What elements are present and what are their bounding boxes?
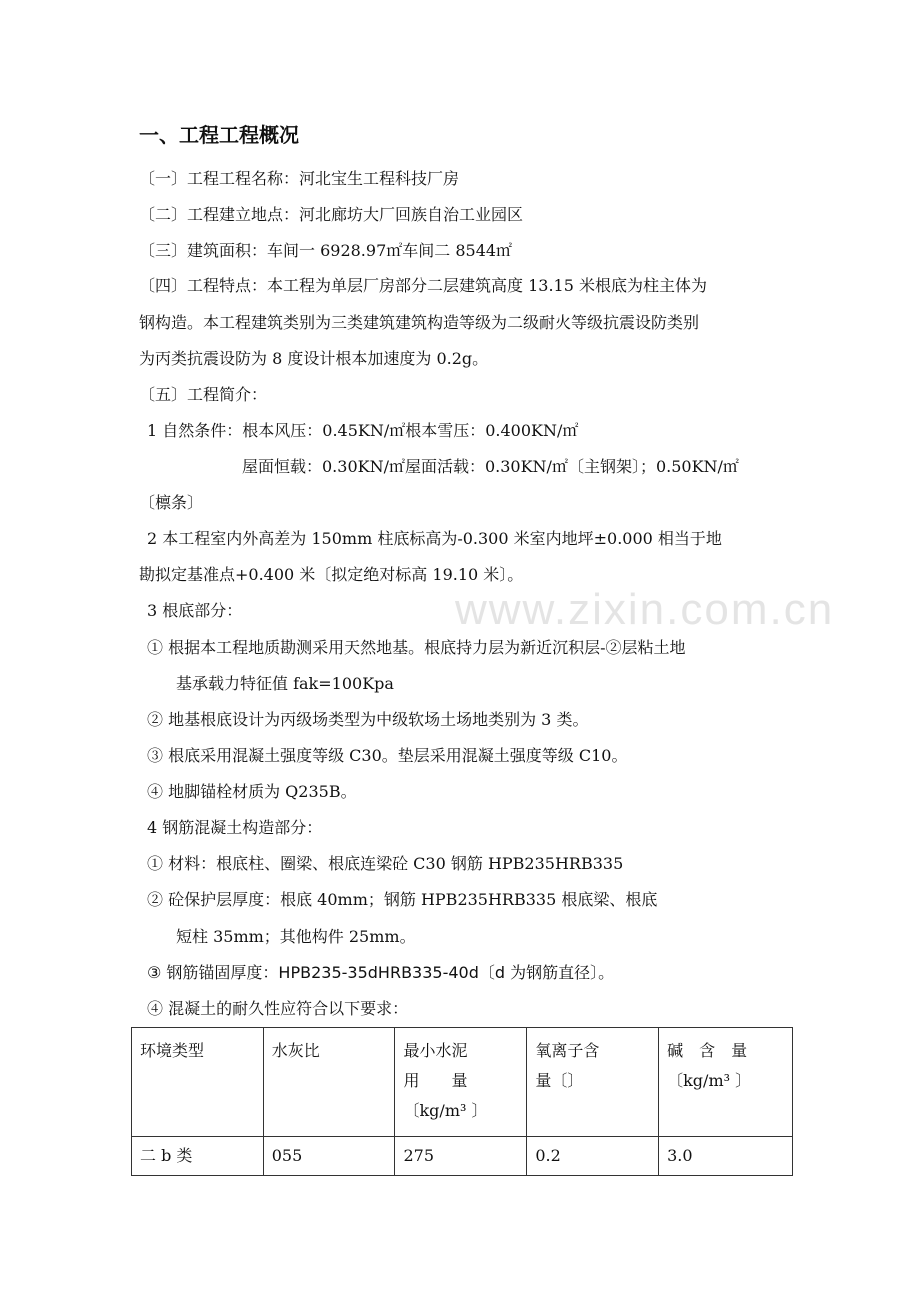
header-min-cement	[395, 1028, 527, 1137]
header-text: 〔kg/m³ 〕	[403, 1101, 488, 1120]
concrete-item-3: ③ 钢筋锚固厚度：HPB235-35dHRB335-40d〔d 为钢筋直径〕。	[147, 963, 615, 982]
foundation-item-1: ① 根据本工程地质勘测采用天然地基。根底持力层为新近沉积层-②层粘土地	[147, 638, 686, 657]
natural-conditions-line-1: 1 自然条件：根本风压：0.45KN/㎡根本雪压：0.400KN/㎡	[147, 421, 579, 440]
intro-title: 〔五〕工程简介：	[139, 385, 268, 404]
table-header-row	[132, 1028, 793, 1137]
building-area: 〔三〕建筑面积：车间一 6928.97㎡车间二 8544㎡	[139, 241, 513, 260]
header-alkali	[659, 1028, 793, 1137]
table-cell: 275	[395, 1137, 527, 1176]
table-cell: 0.2	[527, 1137, 659, 1176]
section-heading: 一、工程工程概况	[139, 123, 299, 147]
features-line-2: 钢构造。本工程建筑类别为三类建筑建筑构造等级为二级耐火等级抗震设防类别	[139, 313, 700, 332]
durability-table	[131, 1027, 793, 1176]
foundation-item-1-cont: 基承载力特征值 fak=100Kpa	[176, 674, 394, 693]
concrete-item-2: ② 砼保护层厚度：根底 40mm；钢筋 HPB235HRB335 根底梁、根底	[147, 890, 658, 909]
natural-conditions-line-2: 屋面恒载：0.30KN/㎡屋面活载：0.30KN/㎡〔主钢架〕；0.50KN/㎡	[242, 457, 739, 476]
foundation-item-2: ② 地基根底设计为丙级场类型为中级软场土场地类别为 3 类。	[147, 710, 589, 729]
elevation-line-2: 勘拟定基准点+0.400 米〔拟定绝对标高 19.10 米〕。	[139, 565, 524, 584]
header-chloride	[527, 1028, 659, 1137]
concrete-title: 4 钢筋混凝土构造部分：	[147, 818, 323, 837]
header-text: 量〔〕	[535, 1071, 584, 1090]
elevation-line-1: 2 本工程室内外高差为 150mm 柱底标高为-0.300 米室内地坪±0.000 相当于地	[147, 529, 722, 548]
header-water-cement-ratio	[263, 1028, 395, 1137]
header-text: 氧离子含	[535, 1041, 600, 1060]
table-cell: 二 b 类	[132, 1137, 264, 1176]
header-text: 〔kg/m³ 〕	[667, 1071, 752, 1090]
natural-conditions-line-3: 〔檩条〕	[139, 493, 204, 512]
foundation-item-4: ④ 地脚锚栓材质为 Q235B。	[147, 782, 357, 801]
table-cell: 055	[263, 1137, 395, 1176]
features-line-3: 为丙类抗震设防为 8 度设计根本加速度为 0.2g。	[139, 349, 489, 368]
watermark: www.zixin.com.cn	[455, 585, 835, 634]
foundation-item-3: ③ 根底采用混凝土强度等级 C30。垫层采用混凝土强度等级 C10。	[147, 746, 628, 765]
table-cell: 3.0	[659, 1137, 793, 1176]
concrete-item-2-cont: 短柱 35mm；其他构件 25mm。	[176, 927, 416, 946]
concrete-item-4: ④ 混凝土的耐久性应符合以下要求：	[147, 999, 409, 1018]
header-text: 水灰比	[271, 1041, 320, 1060]
header-text: 最小水泥	[403, 1041, 468, 1060]
concrete-item-1: ① 材料：根底柱、圈梁、根底连梁砼 C30 钢筋 HPB235HRB335	[147, 854, 624, 873]
features-line-1: 〔四〕工程特点：本工程为单层厂房部分二层建筑高度 13.15 米根底为柱主体为	[139, 276, 707, 295]
project-location: 〔二〕工程建立地点：河北廊坊大厂回族自治工业园区	[139, 205, 524, 224]
foundation-title: 3 根底部分：	[147, 601, 243, 620]
header-text: 环境类型	[140, 1041, 205, 1060]
project-name: 〔一〕工程工程名称：河北宝生工程科技厂房	[139, 169, 460, 188]
header-text: 用 量	[403, 1071, 468, 1090]
header-text: 碱 含 量	[667, 1041, 748, 1060]
table-row	[132, 1137, 793, 1176]
header-environment-type	[132, 1028, 264, 1137]
